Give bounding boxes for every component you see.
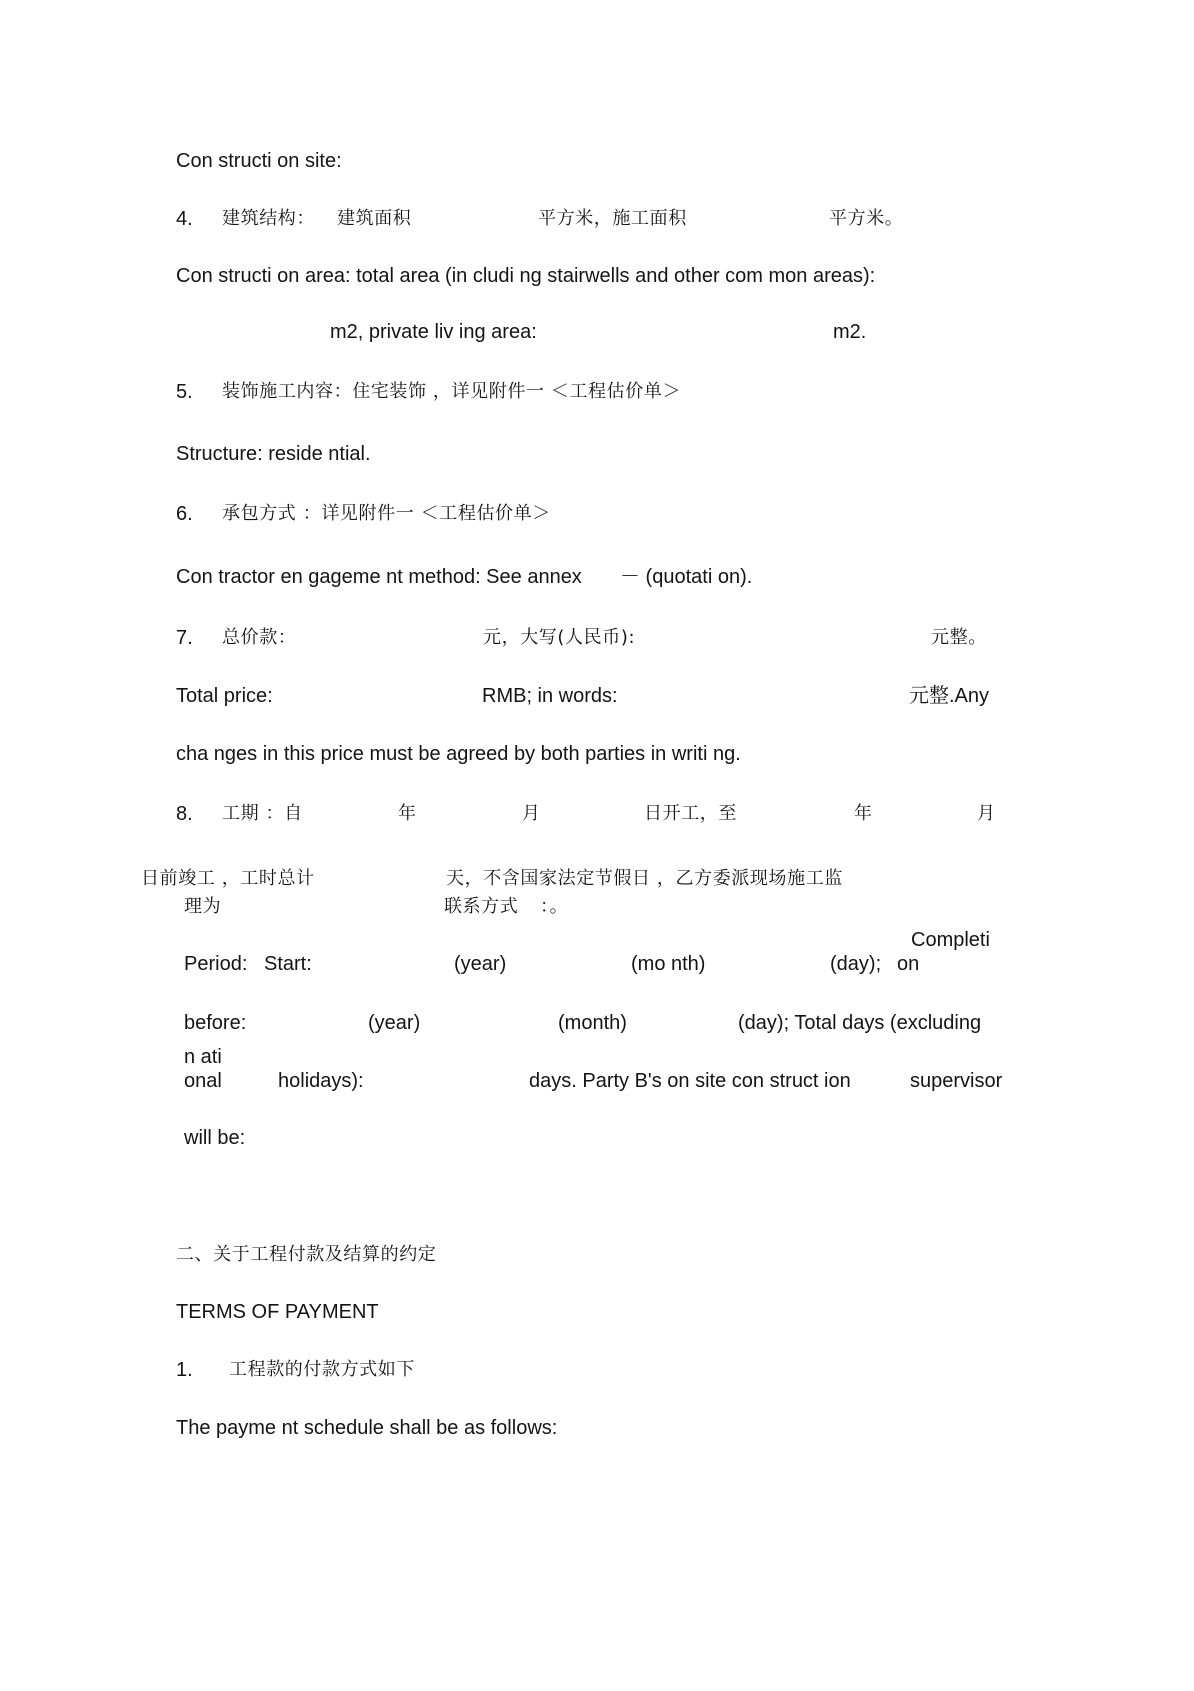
- item-8-zh-year-2: 年: [854, 803, 873, 824]
- item-4-area-label: 建筑面积: [337, 208, 412, 229]
- item-8-zh-manager: 理为: [184, 896, 222, 917]
- item-8-en-national: n ati: [184, 1046, 222, 1068]
- item-8-en-supervisor: supervisor: [910, 1070, 1003, 1092]
- item-8-en-day-2: (day); Total days (excluding: [738, 1012, 982, 1034]
- item-4-en-unit: m2.: [833, 321, 867, 343]
- item-8-number: 8.: [176, 803, 193, 825]
- item-4-title: 建筑结构：: [222, 208, 315, 229]
- item-7-en-rmb: RMB; in words:: [482, 685, 618, 707]
- item-8-en-period: Period:: [184, 953, 248, 975]
- item-8-en-completion: Completi: [911, 929, 990, 951]
- item-8-zh-contact: 联系方式: [444, 896, 519, 917]
- item-4-area-unit: 平方米，施工面积: [538, 208, 687, 229]
- item-7-en-note: cha nges in this price must be agreed by both parties in writi ng.: [176, 743, 741, 765]
- item-7-zh-yuan: 元，大写(人民币):: [483, 627, 636, 648]
- item-7-number: 7.: [176, 627, 193, 649]
- item-8-en-year-1: (year): [454, 953, 507, 975]
- section-2-title-en: TERMS OF PAYMENT: [176, 1301, 379, 1323]
- item-7-zh-end: 元整。: [931, 627, 987, 648]
- item-5-number: 5.: [176, 381, 193, 403]
- item-8-zh-month-2: 月: [977, 803, 996, 824]
- item-4-build-unit: 平方米。: [829, 208, 904, 229]
- item-4-en-area: Con structi on area: total area (in cludi ng stairwells and other com mon areas):: [176, 265, 876, 287]
- section-2-title-zh: 二、关于工程付款及结算的约定: [176, 1244, 437, 1265]
- item-8-zh-period: 工期 ：自: [222, 803, 303, 824]
- item-4-number: 4.: [176, 208, 193, 230]
- item-8-en-day-1: (day);: [830, 953, 882, 975]
- item-8-zh-year-1: 年: [398, 803, 417, 824]
- item-8-en-month-2: (month): [558, 1012, 627, 1034]
- item-6-en-tail: － (quotati on).: [620, 566, 753, 588]
- payment-item-1-zh: 工程款的付款方式如下: [229, 1359, 415, 1380]
- payment-item-1-number: 1.: [176, 1359, 193, 1381]
- item-8-en-before: before:: [184, 1012, 247, 1034]
- item-5-zh: 装饰施工内容：住宅装饰 ，详见附件一 ＜工程估价单＞: [222, 381, 682, 402]
- item-8-en-year-2: (year): [368, 1012, 421, 1034]
- item-8-en-days: days. Party B's on site con struct ion: [529, 1070, 851, 1092]
- payment-item-1-en: The payme nt schedule shall be as follows:: [176, 1417, 558, 1439]
- item-8-en-month-1: (mo nth): [631, 953, 706, 975]
- item-8-zh-month-1: 月: [522, 803, 541, 824]
- item-8-zh-days: 天，不含国家法定节假日 ，乙方委派现场施工监: [446, 868, 843, 889]
- construction-site-label: Con structi on site:: [176, 150, 342, 172]
- item-7-zh-label: 总价款：: [222, 627, 297, 648]
- item-8-zh-contact-tail: ：。: [540, 896, 569, 917]
- item-6-number: 6.: [176, 503, 193, 525]
- item-8-zh-start: 日开工，至: [644, 803, 737, 824]
- item-8-en-holidays: holidays):: [278, 1070, 364, 1092]
- item-8-en-will: will be:: [184, 1127, 246, 1149]
- item-7-en-label: Total price:: [176, 685, 273, 707]
- item-6-zh: 承包方式 ：详见附件一 ＜工程估价单＞: [222, 503, 551, 524]
- item-7-en-end: 元整.Any: [909, 685, 990, 707]
- item-8-zh-finish: 日前竣工 ，工时总计: [141, 868, 315, 889]
- item-8-en-start: Start:: [264, 953, 312, 975]
- item-8-en-on: on: [897, 953, 920, 975]
- item-4-en-private: m2, private liv ing area:: [330, 321, 537, 343]
- item-6-en: Con tractor en gageme nt method: See annex: [176, 566, 582, 588]
- item-8-en-onal: onal: [184, 1070, 222, 1092]
- item-5-en: Structure: reside ntial.: [176, 443, 371, 465]
